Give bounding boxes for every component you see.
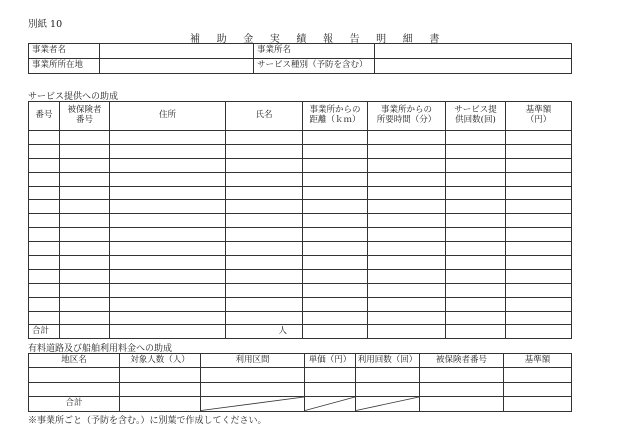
cell[interactable] xyxy=(29,382,120,397)
cell[interactable] xyxy=(420,397,504,412)
cell[interactable] xyxy=(506,228,572,242)
table-row xyxy=(29,214,572,228)
cell[interactable] xyxy=(504,397,572,412)
cell[interactable] xyxy=(29,144,60,158)
cell[interactable] xyxy=(303,144,368,158)
cell[interactable] xyxy=(506,214,572,228)
cell[interactable] xyxy=(368,325,446,339)
cell[interactable] xyxy=(303,311,368,325)
cell[interactable] xyxy=(506,200,572,214)
cell[interactable] xyxy=(303,283,368,297)
cell[interactable] xyxy=(60,325,110,339)
table-row xyxy=(29,382,572,397)
header-number: 番号 xyxy=(29,102,60,131)
cell[interactable] xyxy=(446,131,506,145)
cell[interactable] xyxy=(303,325,368,339)
cell[interactable] xyxy=(226,214,303,228)
cell[interactable] xyxy=(110,269,226,283)
header-base-amount-line1: 基準額 xyxy=(525,105,552,116)
cell[interactable] xyxy=(110,158,226,172)
cell[interactable] xyxy=(446,144,506,158)
header-service-count-line1: サービス提 xyxy=(454,105,497,116)
cell[interactable] xyxy=(110,214,226,228)
cell[interactable] xyxy=(305,368,356,383)
title-char: 告 xyxy=(349,34,360,45)
cell[interactable] xyxy=(446,269,506,283)
cell[interactable] xyxy=(110,200,226,214)
cell[interactable] xyxy=(368,131,446,145)
cell[interactable] xyxy=(60,186,110,200)
cell[interactable] xyxy=(420,382,504,397)
cell[interactable] xyxy=(506,283,572,297)
cell[interactable] xyxy=(29,228,60,242)
header-use-count: 利用回数（回） xyxy=(356,354,420,368)
header-base-amount-line2: （円） xyxy=(525,115,552,125)
service-type-label: サービス種別（予防を含む） xyxy=(254,59,375,74)
table-row xyxy=(29,131,572,145)
office-name-label: 事業所名 xyxy=(254,44,375,59)
cell[interactable] xyxy=(368,228,446,242)
cell[interactable] xyxy=(226,131,303,145)
cell[interactable] xyxy=(29,311,60,325)
cell[interactable] xyxy=(446,283,506,297)
cell[interactable] xyxy=(506,242,572,256)
header-insured-number-line2: 番号 xyxy=(75,115,93,125)
header-travel-time-line2: 所要時間（分） xyxy=(376,115,437,125)
cell[interactable] xyxy=(303,256,368,270)
diagonal-slash xyxy=(305,397,355,411)
title-char: 細 xyxy=(402,34,413,45)
cell[interactable] xyxy=(60,269,110,283)
business-name-field[interactable] xyxy=(100,44,254,59)
cell[interactable] xyxy=(226,297,303,311)
title-char: 績 xyxy=(296,34,307,45)
cell[interactable] xyxy=(29,200,60,214)
cell[interactable] xyxy=(110,172,226,186)
cell[interactable] xyxy=(60,200,110,214)
cell[interactable] xyxy=(226,283,303,297)
cell[interactable] xyxy=(60,256,110,270)
table-row xyxy=(29,186,572,200)
cell[interactable] xyxy=(29,297,60,311)
cell[interactable] xyxy=(201,382,305,397)
title-char: 報 xyxy=(322,34,333,45)
table-row xyxy=(29,297,572,311)
cell[interactable] xyxy=(506,186,572,200)
cell[interactable] xyxy=(506,131,572,145)
office-address-field[interactable] xyxy=(100,59,254,74)
business-info-table xyxy=(28,43,572,74)
service-total-persons[interactable]: 人 xyxy=(226,325,303,339)
cell[interactable] xyxy=(29,131,60,145)
table-row xyxy=(29,368,572,383)
service-total-label: 合計 xyxy=(29,325,60,339)
cell[interactable] xyxy=(446,325,506,339)
cell[interactable] xyxy=(226,158,303,172)
title-char: 金 xyxy=(243,34,254,45)
cell[interactable] xyxy=(110,186,226,200)
cell[interactable] xyxy=(303,186,368,200)
cell[interactable] xyxy=(60,228,110,242)
cell[interactable] xyxy=(110,228,226,242)
cell[interactable] xyxy=(368,186,446,200)
cell[interactable] xyxy=(120,382,201,397)
cell[interactable] xyxy=(368,200,446,214)
cell[interactable] xyxy=(368,311,446,325)
cell[interactable] xyxy=(504,368,572,383)
cell[interactable] xyxy=(303,158,368,172)
cell[interactable] xyxy=(303,269,368,283)
cell[interactable] xyxy=(226,144,303,158)
diagonal-slash xyxy=(356,397,419,411)
title-char: 補 xyxy=(190,34,200,45)
cell[interactable] xyxy=(446,311,506,325)
cell[interactable] xyxy=(368,297,446,311)
title-char: 明 xyxy=(376,34,387,45)
cell[interactable] xyxy=(110,131,226,145)
cell[interactable] xyxy=(303,172,368,186)
header-insured-number xyxy=(60,102,110,131)
diagonal-slash xyxy=(201,397,304,411)
road-section-heading: 有料道路及び船舶利用料金への助成 xyxy=(28,344,173,354)
unit-price-total-slash-cell xyxy=(305,397,356,412)
cell[interactable] xyxy=(303,228,368,242)
route-total-slash-cell xyxy=(201,397,305,412)
header-travel-time xyxy=(368,102,446,131)
cell[interactable] xyxy=(356,368,420,383)
header-base-amount: 基準額 xyxy=(504,354,572,368)
cell[interactable] xyxy=(110,283,226,297)
road-ship-subsidy-table xyxy=(28,353,572,412)
header-travel-time-line1: 事業所からの xyxy=(380,105,432,116)
cell[interactable] xyxy=(226,228,303,242)
road-total-label: 合計 xyxy=(29,397,120,412)
cell[interactable] xyxy=(368,172,446,186)
cell[interactable] xyxy=(305,382,356,397)
cell[interactable] xyxy=(60,297,110,311)
cell[interactable] xyxy=(29,269,60,283)
table-row xyxy=(29,311,572,325)
cell[interactable] xyxy=(226,186,303,200)
cell[interactable] xyxy=(303,242,368,256)
road-total-row xyxy=(29,397,572,412)
cell[interactable] xyxy=(506,256,572,270)
cell[interactable] xyxy=(356,382,420,397)
cell[interactable] xyxy=(60,214,110,228)
service-section-heading: サービス提供への助成 xyxy=(28,92,119,102)
document-label: 別紙 10 xyxy=(28,19,63,30)
cell[interactable] xyxy=(446,297,506,311)
cell[interactable] xyxy=(110,256,226,270)
header-distance-line2: 距離（ｋｍ） xyxy=(309,115,361,125)
header-address: 住所 xyxy=(110,102,226,131)
cell[interactable] xyxy=(201,368,305,383)
cell[interactable] xyxy=(446,172,506,186)
header-distance-line1: 事業所からの xyxy=(309,105,361,116)
cell[interactable] xyxy=(506,311,572,325)
cell[interactable] xyxy=(506,172,572,186)
cell[interactable] xyxy=(303,214,368,228)
business-name-label: 事業者名 xyxy=(29,44,100,59)
cell[interactable] xyxy=(60,172,110,186)
cell[interactable] xyxy=(110,144,226,158)
cell[interactable] xyxy=(60,131,110,145)
cell[interactable] xyxy=(226,311,303,325)
cell[interactable] xyxy=(446,228,506,242)
use-count-total-slash-cell xyxy=(356,397,420,412)
office-name-field[interactable] xyxy=(375,44,572,59)
cell[interactable] xyxy=(368,283,446,297)
header-persons: 対象人数（人） xyxy=(120,354,201,368)
cell[interactable] xyxy=(446,158,506,172)
cell[interactable] xyxy=(368,256,446,270)
cell[interactable] xyxy=(29,172,60,186)
table-row xyxy=(29,144,572,158)
service-subsidy-table xyxy=(28,101,572,339)
table-row xyxy=(29,283,572,297)
cell[interactable] xyxy=(60,144,110,158)
cell[interactable] xyxy=(226,256,303,270)
cell[interactable] xyxy=(506,297,572,311)
cell[interactable] xyxy=(226,242,303,256)
cell[interactable] xyxy=(506,325,572,339)
title-char: 書 xyxy=(429,34,440,45)
title-char: 助 xyxy=(216,34,227,45)
cell[interactable] xyxy=(368,158,446,172)
footnote: ※事業所ごと（予防を含む。）に別葉で作成してください。 xyxy=(28,416,267,426)
cell[interactable] xyxy=(446,256,506,270)
table-row xyxy=(29,228,572,242)
cell[interactable] xyxy=(420,368,504,383)
cell[interactable] xyxy=(29,214,60,228)
cell[interactable] xyxy=(29,158,60,172)
header-base-amount xyxy=(506,102,572,131)
service-type-field[interactable] xyxy=(375,59,572,74)
header-insured-number: 被保険者番号 xyxy=(420,354,504,368)
cell[interactable] xyxy=(60,158,110,172)
header-service-count-line2: 供回数(回) xyxy=(455,115,496,125)
header-distance xyxy=(303,102,368,131)
table-row xyxy=(29,200,572,214)
cell[interactable] xyxy=(110,242,226,256)
cell[interactable] xyxy=(368,214,446,228)
cell[interactable] xyxy=(226,200,303,214)
cell[interactable] xyxy=(446,242,506,256)
cell[interactable] xyxy=(368,144,446,158)
cell[interactable] xyxy=(110,325,226,339)
road-table-header xyxy=(29,354,572,368)
cell[interactable] xyxy=(60,311,110,325)
cell[interactable] xyxy=(446,200,506,214)
service-table-header xyxy=(29,102,572,131)
cell[interactable] xyxy=(506,158,572,172)
cell[interactable] xyxy=(303,297,368,311)
cell[interactable] xyxy=(506,144,572,158)
cell[interactable] xyxy=(60,283,110,297)
cell[interactable] xyxy=(29,368,120,383)
cell[interactable] xyxy=(303,131,368,145)
header-name: 氏名 xyxy=(226,102,303,131)
cell[interactable] xyxy=(29,283,60,297)
cell[interactable] xyxy=(226,172,303,186)
header-unit-price: 単価（円） xyxy=(305,354,356,368)
cell[interactable] xyxy=(29,242,60,256)
cell[interactable] xyxy=(368,269,446,283)
service-total-row xyxy=(29,325,572,339)
cell[interactable] xyxy=(120,368,201,383)
cell[interactable] xyxy=(110,311,226,325)
table-row xyxy=(29,269,572,283)
cell[interactable] xyxy=(504,382,572,397)
cell[interactable] xyxy=(226,269,303,283)
cell[interactable] xyxy=(446,186,506,200)
cell[interactable] xyxy=(446,214,506,228)
cell[interactable] xyxy=(110,297,226,311)
cell[interactable] xyxy=(368,242,446,256)
table-row xyxy=(29,256,572,270)
cell[interactable] xyxy=(120,397,201,412)
title-char: 実 xyxy=(269,34,280,45)
header-region: 地区名 xyxy=(29,354,120,368)
cell[interactable] xyxy=(303,200,368,214)
table-row xyxy=(29,158,572,172)
cell[interactable] xyxy=(506,269,572,283)
office-address-label: 事業所所在地 xyxy=(29,59,100,74)
cell[interactable] xyxy=(29,186,60,200)
header-route: 利用区間 xyxy=(201,354,305,368)
cell[interactable] xyxy=(29,256,60,270)
table-row xyxy=(29,172,572,186)
table-row xyxy=(29,242,572,256)
header-insured-number-line1: 被保険者 xyxy=(67,105,102,116)
header-service-count xyxy=(446,102,506,131)
cell[interactable] xyxy=(60,242,110,256)
